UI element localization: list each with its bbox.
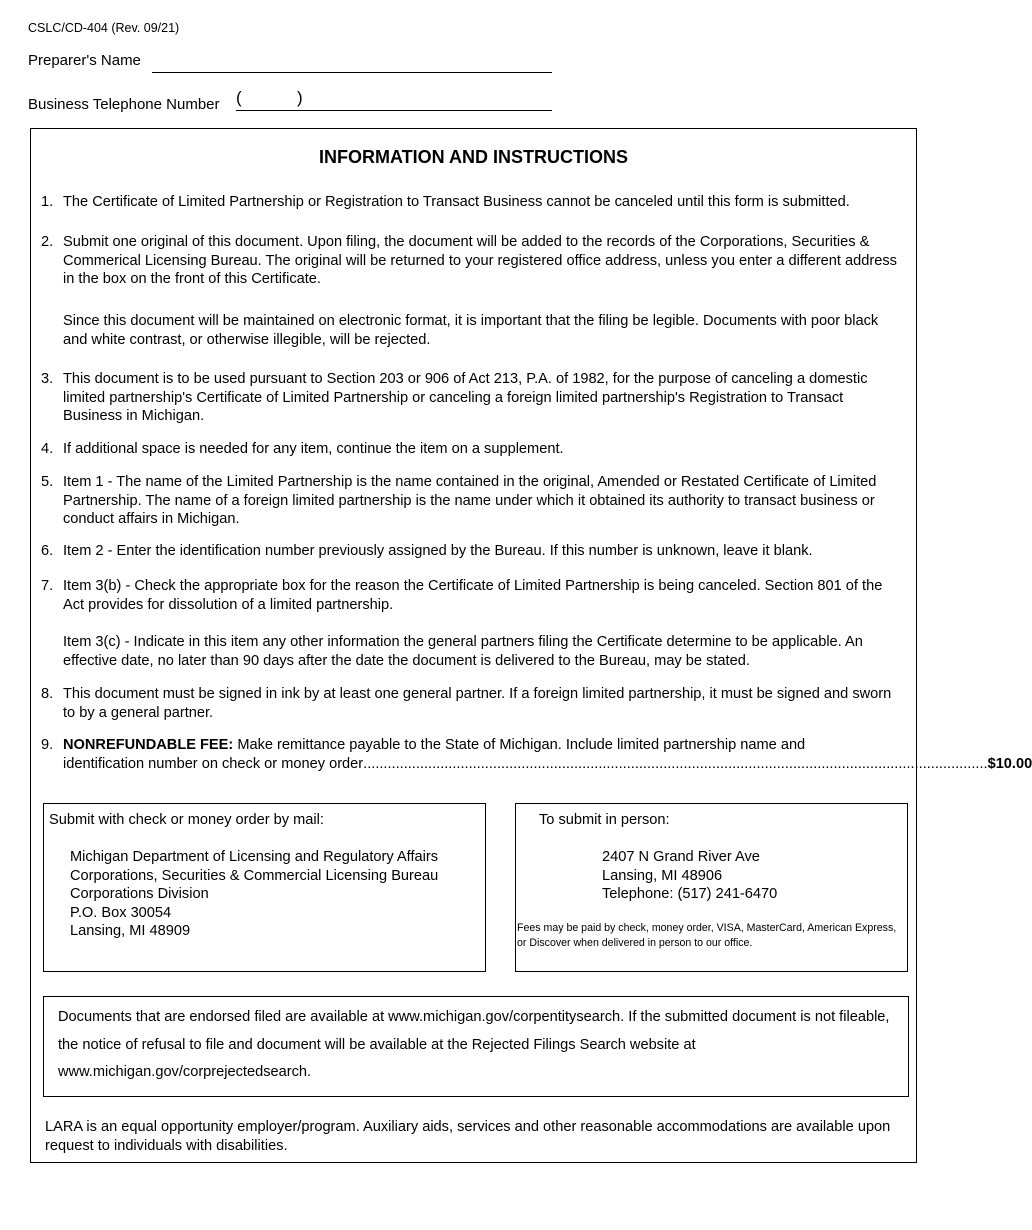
item-text: Item 1 - The name of the Limited Partnership is the name contained in the original, Amended or Restated Certificate of Limited Partnership. The name of a foreign limited partnership is the name under which it obtained its authority to transact business or conduct affairs in Michigan. bbox=[63, 474, 877, 528]
item-text: This document is to be used pursuant to Section 203 or 906 of Act 213, P.A. of 1982, for the purpose of canceling a domestic limited partnership's Certificate of Limited Partnership or canceling a foreign limited partnership's Registration to Transact Business in Michigan. bbox=[63, 371, 868, 425]
equal-opportunity-statement: LARA is an equal opportunity employer/program. Auxiliary aids, services and other reasonable accommodations are available upon request to individuals with disabilities. bbox=[45, 1119, 891, 1154]
item-number: 4. bbox=[41, 441, 54, 457]
item-text: The Certificate of Limited Partnership or Registration to Transact Business cannot be canceled until this form is submitted. bbox=[63, 194, 850, 210]
in-person-heading: To submit in person: bbox=[539, 812, 670, 828]
in-person-address-line: Lansing, MI 48906 bbox=[602, 867, 723, 884]
mail-address-line: Corporations Division bbox=[70, 886, 209, 903]
phone-area-open-paren: ( bbox=[236, 88, 242, 107]
instructions-title: INFORMATION AND INSTRUCTIONS bbox=[319, 147, 628, 167]
item-number: 8. bbox=[41, 686, 54, 702]
business-phone-field[interactable] bbox=[236, 90, 552, 111]
fee-amount: $10.00 bbox=[987, 755, 1032, 772]
in-person-address-line: 2407 N Grand River Ave bbox=[602, 849, 760, 865]
fee-text-line2: identification number on check or money order bbox=[63, 755, 364, 772]
item-number: 9. bbox=[41, 737, 54, 753]
phone-area-close-paren: ) bbox=[297, 88, 303, 107]
item-text: Since this document will be maintained on electronic format, it is important that the filing be legible. Documents with poor black and white contrast, or otherwise illegible, will be rejected. bbox=[63, 313, 879, 348]
mail-address-line: Corporations, Securities & Commercial Licensing Bureau bbox=[70, 867, 439, 884]
fee-leader-dots: .......................................................................................................................................................... bbox=[363, 755, 988, 772]
mail-address-line: Michigan Department of Licensing and Regulatory Affairs bbox=[70, 849, 439, 865]
item-text: Item 3(c) - Indicate in this item any other information the general partners filing the Certificate determine to be applicable. An effective date, no later than 90 days after the date the document is delivered to the Bureau, may be stated. bbox=[63, 634, 863, 669]
item-number: 7. bbox=[41, 578, 54, 594]
item-number: 5. bbox=[41, 474, 54, 490]
mail-submission-box bbox=[43, 803, 486, 972]
in-person-address-line: Telephone: (517) 241-6470 bbox=[602, 886, 778, 903]
mail-address-line: Lansing, MI 48909 bbox=[70, 923, 191, 940]
mail-address-line: P.O. Box 30054 bbox=[70, 904, 172, 921]
in-person-submission-box bbox=[515, 803, 908, 972]
mail-address bbox=[70, 848, 438, 941]
mail-heading: Submit with check or money order by mail: bbox=[49, 812, 324, 828]
item-text: Item 2 - Enter the identification number previously assigned by the Bureau. If this number is unknown, leave it blank. bbox=[63, 543, 813, 559]
item-text: If additional space is needed for any item, continue the item on a supplement. bbox=[63, 441, 564, 457]
item-text: Item 3(b) - Check the appropriate box for the reason the Certificate of Limited Partnership is being canceled. Section 801 of the Act provides for dissolution of a limited partnership. bbox=[63, 578, 883, 613]
fee-text-line1: Make remittance payable to the State of Michigan. Include limited partnership name and bbox=[233, 737, 806, 753]
endorsed-filings-text: Documents that are endorsed filed are available at www.michigan.gov/corpentitysearch. If the submitted document is not fileable, the notice of refusal to file and document will be available at the Rejected Filings Search website at www.michigan.gov/corprejectedsearch. bbox=[58, 1009, 890, 1080]
preparer-name-field[interactable] bbox=[152, 52, 552, 73]
in-person-address bbox=[602, 848, 777, 904]
fee-label: NONREFUNDABLE FEE: bbox=[63, 737, 234, 753]
item-number: 3. bbox=[41, 371, 54, 387]
item-number: 1. bbox=[41, 194, 54, 210]
payment-methods-note: Fees may be paid by check, money order, VISA, MasterCard, American Express, or Discover when delivered in person to our office. bbox=[517, 922, 897, 949]
endorsed-filings-box bbox=[43, 996, 909, 1097]
preparer-name-label: Preparer's Name bbox=[28, 52, 141, 69]
business-phone-label: Business Telephone Number bbox=[28, 96, 220, 113]
item-number: 6. bbox=[41, 543, 54, 559]
instructions-box bbox=[30, 128, 1032, 1163]
form-id: CSLC/CD-404 (Rev. 09/21) bbox=[28, 21, 180, 35]
item-text: Submit one original of this document. Upon filing, the document will be added to the records of the Corporations, Securities & Commerical Licensing Bureau. The original will be returned to your registered office address, unless you enter a different address in the box on the front of this Certificate. bbox=[63, 234, 897, 288]
item-text: This document must be signed in ink by at least one general partner. If a foreign limited partnership, it must be signed and sworn to by a general partner. bbox=[63, 686, 892, 721]
item-number: 2. bbox=[41, 234, 54, 250]
